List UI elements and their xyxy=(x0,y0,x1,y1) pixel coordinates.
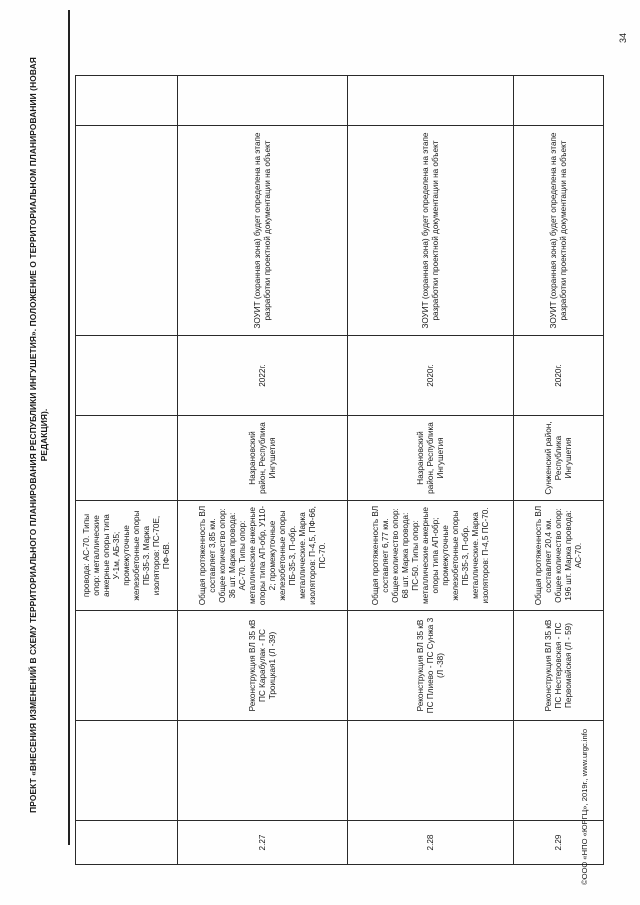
location-cell: Сунженский район, Республика Ингушетия xyxy=(514,416,604,501)
table-row xyxy=(76,76,178,865)
table-row xyxy=(348,76,514,865)
table-row xyxy=(178,76,348,865)
year-cell: 2020г. xyxy=(348,336,514,416)
object-name-cell: Реконструкция ВЛ 35 кВ ПС Плиево - ПС Сунжа 3 (Л -38) xyxy=(348,611,514,721)
description-cell: Общая протяженность ВЛ составляет 3,85 км. Общее количество опор: 36 шт. Марка провода: АС-70. Типы опор: металлические анкерные опоры типа АП-обр, У110-2; промежуточные железобетонные опоры ПБ-35-3, П-обр. металлические. Марка изоляторов: П-4,5, ПФ-66, ПС-70. xyxy=(178,501,348,611)
zone-cell: ЗОУИТ (охранная зона) будет определена на этапе разработки проектной документации на объект xyxy=(348,126,514,336)
page-number: 34 xyxy=(618,32,628,43)
object-name-cell: Реконструкция ВЛ 35 кВ ПС Карабулак - ПС Троицкая1 (Л -39) xyxy=(178,611,348,721)
location-cell: Назрановский район, Республика Ингушетия xyxy=(178,416,348,501)
objects-table xyxy=(75,75,604,865)
table-row xyxy=(514,76,604,865)
row-number: 2.28 xyxy=(348,821,514,865)
zone-cell: ЗОУИТ (охранная зона) будет определена на этапе разработки проектной документации на объект xyxy=(178,126,348,336)
header-rule xyxy=(68,10,70,845)
description-cell: Общая протяженность ВЛ составляет 6,77 км. Общее количество опор: 68 шт. Марка провода: ПС-50. Типы опор: металлические анкерные опоры типа АП-обр; промежуточные железобетонные опоры ПБ-35-3, П-обр. металлические. Марка изоляторов: П-4,5 ПС-70. xyxy=(348,501,514,611)
location-cell: Назрановский район, Республика Ингушетия xyxy=(348,416,514,501)
year-cell: 2020г. xyxy=(514,336,604,416)
row-number: 2.27 xyxy=(178,821,348,865)
page-header: ПРОЕКТ «ВНЕСЕНИЯ ИЗМЕНЕНИЙ В СХЕМУ ТЕРРИТОРИАЛЬНОГО ПЛАНИРОВАНИЯ РЕСПУБЛИКИ ИНГУШЕТИЯ». ПОЛОЖЕНИЕ О ТЕРРИТОРИАЛЬНОМ ПЛАНИРОВАНИИ (НОВАЯ РЕДАКЦИЯ). xyxy=(28,57,49,813)
description-cell: Общая протяженность ВЛ составляет 20,4 км. Общее количество опор: 196 шт. Марка провода: АС-70. xyxy=(514,501,604,611)
page-footer: ©ООО «НПО «ЮРГЦ», 2019г., www.urgc.info xyxy=(580,728,589,885)
object-name-cell: Реконструкция ВЛ 35 кВ ПС Нестеровская - ПС Первомайская (Л - 59) xyxy=(514,611,604,721)
description-cell: провода: АС-70. Типы опор: металлические анкерные опоры типа У-1м, АБ-35; промежуточные железобетонные опоры ПБ-35-3. Марка изоляторов: ПС-70Е, ПФ-6В. xyxy=(76,501,178,611)
zone-cell: ЗОУИТ (охранная зона) будет определена на этапе разработки проектной документации на объект xyxy=(514,126,604,336)
year-cell: 2022г. xyxy=(178,336,348,416)
row-number: 2.29 xyxy=(514,821,604,865)
